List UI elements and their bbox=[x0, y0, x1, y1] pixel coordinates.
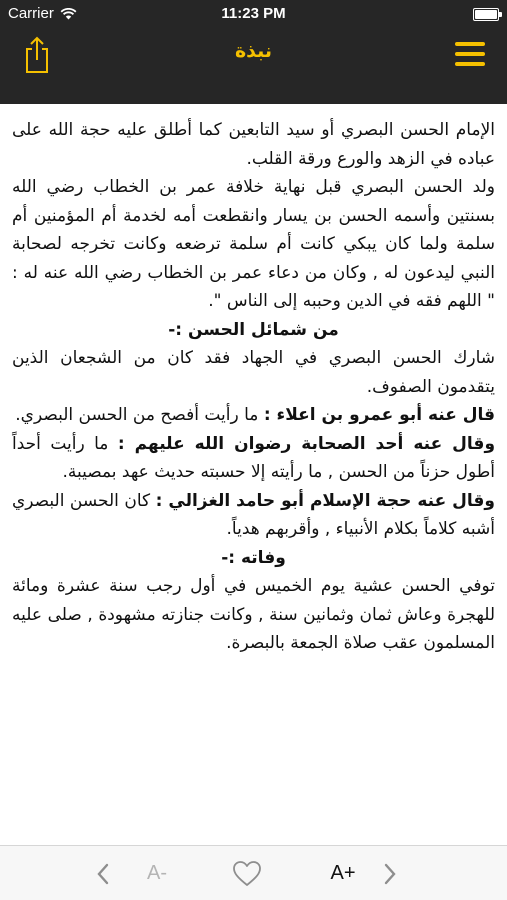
battery-level-fill bbox=[475, 10, 497, 19]
menu-button[interactable] bbox=[455, 42, 485, 66]
quote-paragraph-companion bbox=[12, 430, 495, 487]
chevron-left-icon bbox=[96, 863, 110, 885]
section-heading-virtues: من شمائل الحسن :- bbox=[168, 319, 339, 340]
quote-text: ما رأيت أحداً أطول حزناً من الحسن , ما رأيته إلا حسبته حديث عهد بمصيبة. bbox=[12, 433, 495, 482]
heart-icon bbox=[232, 860, 262, 887]
intro-paragraph: الإمام الحسن البصري أو سيد التابعين كما أطلق عليه حجة الله على عباده في الزهد والورع ورقة القلب. bbox=[12, 120, 495, 169]
quote-source: قال عنه أبو عمرو بن اعلاء : bbox=[263, 405, 495, 425]
bottom-toolbar bbox=[0, 845, 507, 900]
birth-paragraph: ولد الحسن البصري قبل نهاية خلافة عمر بن الخطاب رضي الله بسنتين وأسمه الحسن بن يسار وانقطعت أمه لخدمة أم المؤمنين أم سلمة ولما كان يبكي كانت أم سلمة ترضعه وكانت تخرجه لصحابة النبي ليدعون له , وكان من دعاء عمر بن الخطاب رضي الله عنه له : " اللهم فقه في الدين وحببه إلى الناس ". bbox=[12, 177, 495, 311]
quote-source: وقال عنه حجة الإسلام أبو حامد الغزالي : bbox=[155, 490, 495, 511]
status-time: 11:23 PM bbox=[221, 5, 286, 22]
previous-button[interactable] bbox=[85, 846, 121, 900]
carrier-label: Carrier bbox=[8, 5, 54, 22]
quote-paragraph-ghazali bbox=[12, 487, 495, 544]
quote-text: ما رأيت أفصح من الحسن البصري. bbox=[15, 405, 264, 425]
next-button[interactable] bbox=[372, 846, 408, 900]
status-bar bbox=[0, 0, 507, 28]
quote-text: كان الحسن البصري أشبه كلاماً بكلام الأنبياء , وأقربهم هدياً. bbox=[12, 490, 495, 539]
battery-nub bbox=[499, 12, 502, 17]
page-title: نبذة bbox=[234, 40, 273, 62]
favorite-button[interactable] bbox=[228, 846, 266, 900]
navigation-bar bbox=[0, 28, 507, 104]
battery-icon bbox=[473, 8, 499, 21]
increase-font-button[interactable]: A+ bbox=[330, 862, 356, 884]
section-heading-death: وفاته :- bbox=[221, 547, 286, 568]
article-content bbox=[0, 104, 507, 845]
decrease-font-button[interactable]: A- bbox=[147, 862, 167, 884]
jihad-paragraph: شارك الحسن البصري في الجهاد فقد كان من الشجعان الذين يتقدمون الصفوف. bbox=[12, 348, 495, 397]
death-paragraph: توفي الحسن عشية يوم الخميس في أول رجب سنة عشرة ومائة للهجرة وعاش ثمان وثمانين سنة , وكانت جنازته مشهودة , صلى عليه المسلمون عقب صلاة الجمعة بالبصرة. bbox=[12, 576, 495, 653]
chevron-right-icon bbox=[383, 863, 397, 885]
quote-source: وقال عنه أحد الصحابة رضوان الله عليهم : bbox=[117, 433, 496, 454]
quote-paragraph-abu-amr bbox=[12, 401, 495, 430]
